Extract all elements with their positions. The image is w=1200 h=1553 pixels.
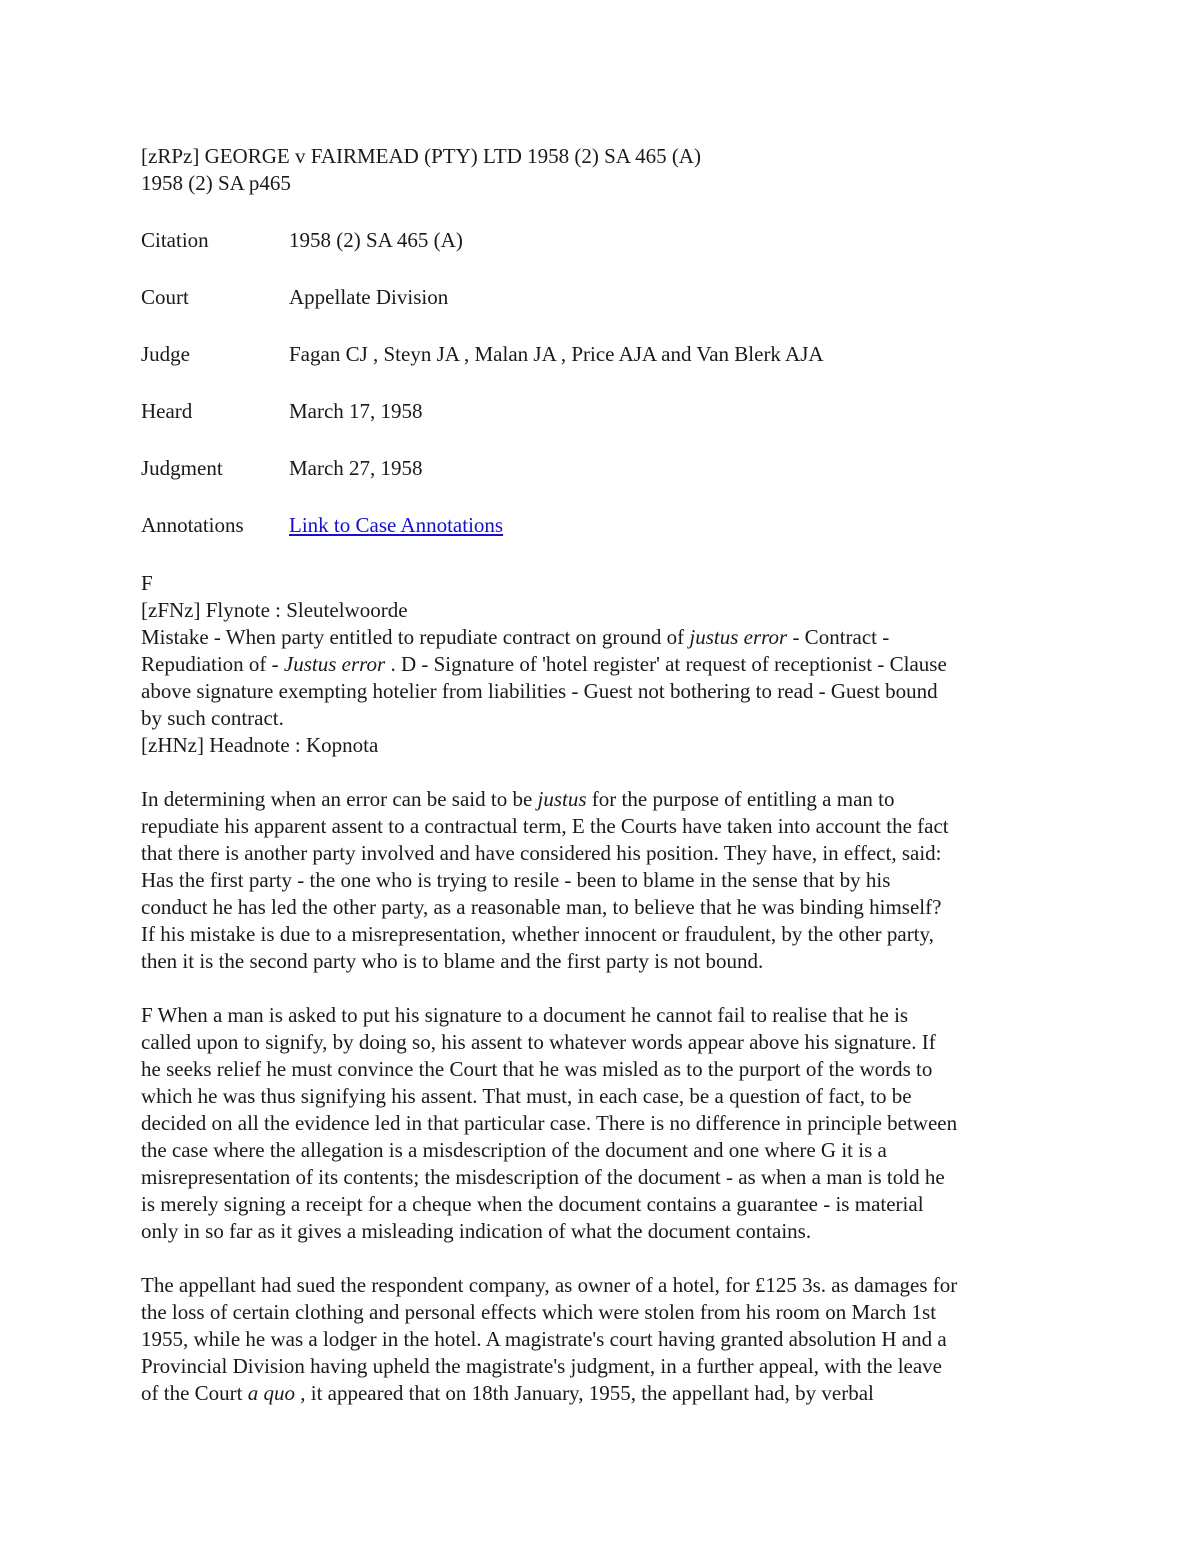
meta-label: Judge: [141, 342, 190, 366]
document-page: [141, 143, 1066, 1407]
headnote-paragraph-2: F When a man is asked to put his signature to a document he cannot fail to realise that he is called upon to signify, by doing so, his assent to whatever words appear above his signature. If he seeks relief he must convince the Court that he was misled as to the purport of the words to which he was thus signifying his assent. That must, in each case, be a question of fact, to be decided on all the evidence led in that particular case. There is no difference in principle between the case where the allegation is a misdescription of the document and one where G it is a misrepresentation of its contents; the misdescription of the document - as when a man is told he is merely signing a receipt for a cheque when the document contains a guarantee - is material only in so far as it gives a misleading indication of what the document contains.: [141, 1003, 958, 1243]
margin-letter: F: [141, 571, 153, 595]
case-title: [zRPz] GEORGE v FAIRMEAD (PTY) LTD 1958 (2) SA 465 (A): [141, 144, 701, 168]
meta-value: March 27, 1958: [289, 456, 423, 480]
meta-row-citation: [141, 226, 1066, 255]
meta-row-court: [141, 283, 1066, 312]
meta-value: Appellate Division: [289, 285, 449, 309]
headnote-heading: [zHNz] Headnote : Kopnota: [141, 733, 379, 757]
meta-row-judgment: [141, 454, 1066, 483]
meta-value: Fagan CJ , Steyn JA , Malan JA , Price AJA and Van Blerk AJA: [289, 342, 824, 366]
case-metadata: [141, 226, 1066, 540]
flynote-line: above signature exempting hotelier from liabilities - Guest not bothering to read - Guest bound: [141, 679, 938, 703]
flynote-section: [141, 570, 1066, 759]
meta-row-annotations: [141, 511, 1066, 540]
meta-label: Court: [141, 285, 189, 309]
flynote-line: Repudiation of - Justus error . D - Signature of 'hotel register' at request of receptionist - Clause: [141, 652, 947, 676]
report-reference: 1958 (2) SA p465: [141, 171, 291, 195]
case-annotations-link[interactable]: Link to Case Annotations: [289, 513, 504, 537]
meta-label: Annotations: [141, 513, 244, 537]
headnote-paragraph-1: In determining when an error can be said to be justus for the purpose of entitling a man to repudiate his apparent assent to a contractual term, E the Courts have taken into account the fact that there is another party involved and have considered his position. They have, in effect, said: Has the first party - the one who is trying to resile - been to blame in the sense that by his conduct he has led the other party, as a reasonable man, to believe that he was binding himself? If his mistake is due to a misrepresentation, whether innocent or fraudulent, by the other party, then it is the second party who is to blame and the first party is not bound.: [141, 787, 949, 973]
meta-value: 1958 (2) SA 465 (A): [289, 228, 463, 252]
meta-label: Heard: [141, 399, 193, 423]
meta-label: Judgment: [141, 456, 223, 480]
meta-row-heard: [141, 397, 1066, 426]
flynote-line: by such contract.: [141, 706, 284, 730]
headnote-paragraph-3: The appellant had sued the respondent company, as owner of a hotel, for £125 3s. as damages for the loss of certain clothing and personal effects which were stolen from his room on March 1st 1955, while he was a lodger in the hotel. A magistrate's court having granted absolution H and a Provincial Division having upheld the magistrate's judgment, in a further appeal, with the leave of the Court a quo , it appeared that on 18th January, 1955, the appellant had, by verbal: [141, 1273, 958, 1405]
flynote-heading: [zFNz] Flynote : Sleutelwoorde: [141, 598, 408, 622]
meta-row-judge: [141, 340, 1066, 369]
meta-value: March 17, 1958: [289, 399, 423, 423]
flynote-line: Mistake - When party entitled to repudiate contract on ground of justus error - Contract -: [141, 625, 890, 649]
meta-label: Citation: [141, 228, 209, 252]
